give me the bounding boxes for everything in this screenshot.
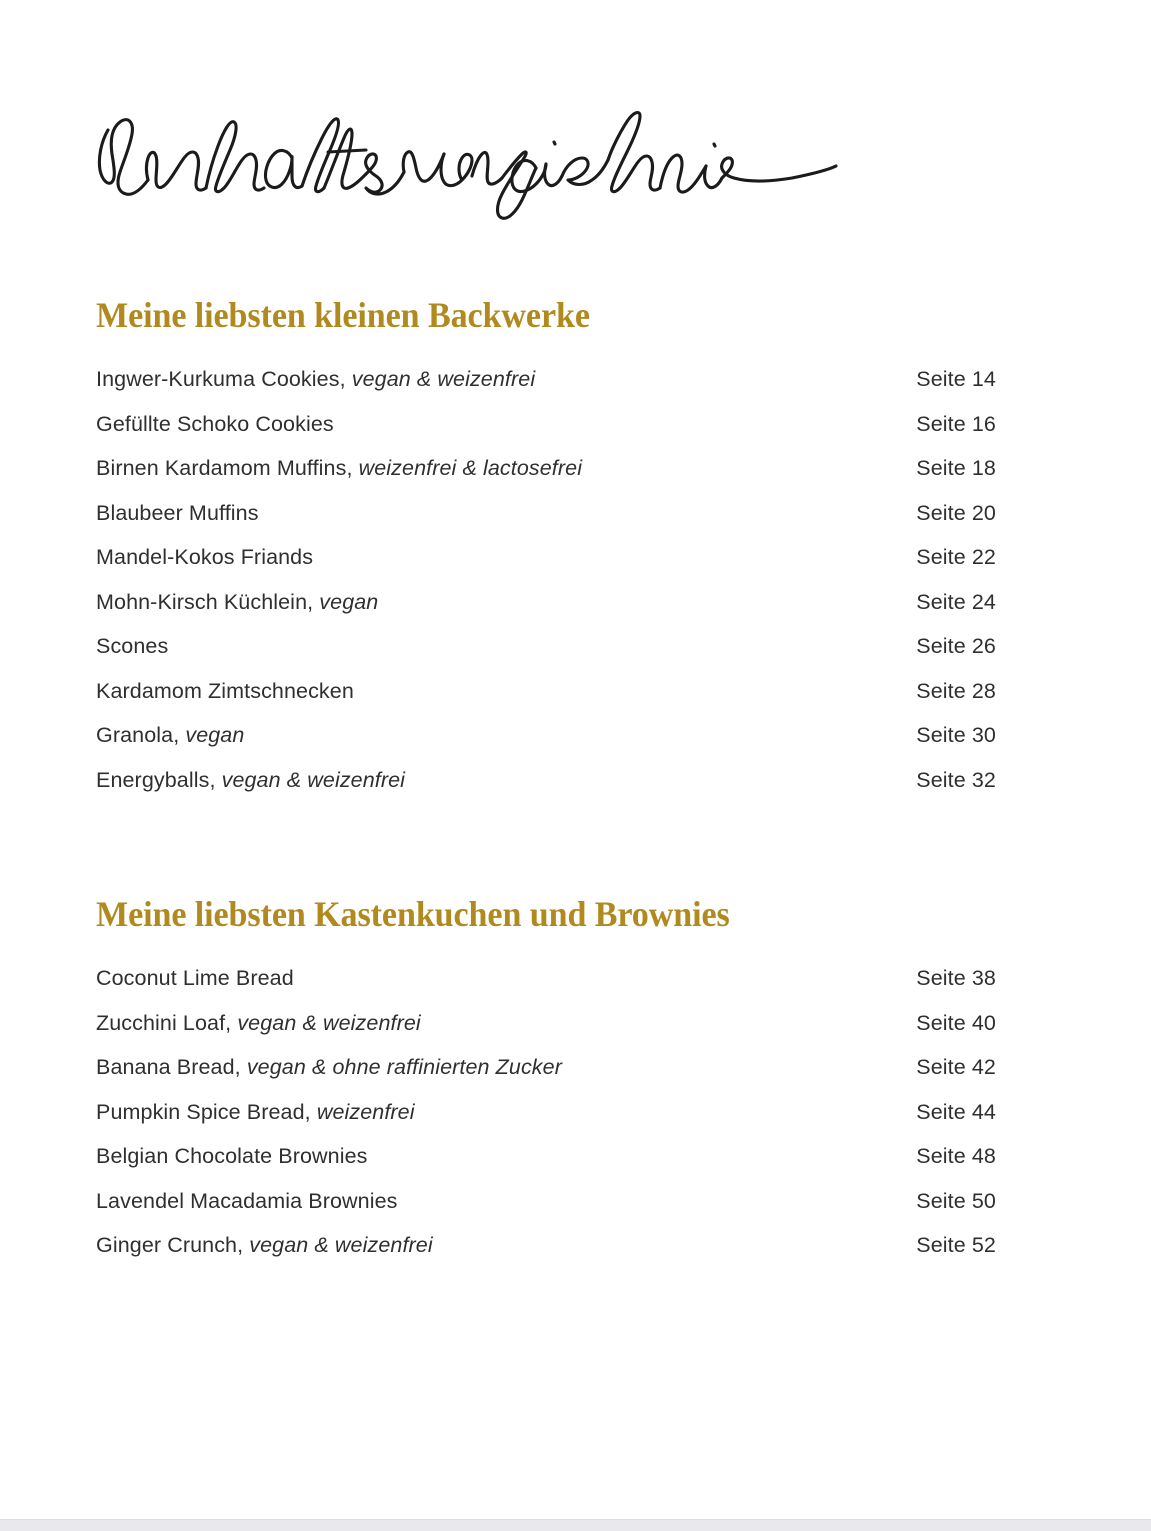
entry-name: Belgian Chocolate Brownies [96,1144,368,1168]
entry-title [96,1099,415,1124]
entry-title [96,1235,433,1257]
entry-page: Seite 38 [916,966,996,990]
entry-name: Ingwer-Kurkuma Cookies, [96,367,346,392]
toc-entry[interactable] [96,714,996,759]
entry-page: Seite 30 [916,723,996,748]
entry-name: Mohn-Kirsch Küchlein, [96,589,314,614]
entry-title [96,1146,368,1168]
toc-entry[interactable] [96,1090,996,1135]
toc-entry[interactable] [96,402,996,447]
entry-name: Coconut Lime Bread [96,966,294,990]
entry-page: Seite 28 [916,678,996,703]
entry-name: Zucchini Loaf, [96,1010,232,1035]
toc-entry[interactable] [96,1046,996,1091]
entry-qualifier: vegan [185,723,245,748]
entry-title [96,725,244,747]
entry-page: Seite 50 [916,1188,996,1213]
entry-title [96,678,354,703]
entry-title [96,968,294,990]
entry-qualifier: vegan & weizenfrei [221,767,406,792]
entry-page: Seite 16 [916,411,996,436]
entry-page: Seite 22 [916,545,996,570]
section-kastenkuchen-brownies [96,895,996,1268]
entry-list [96,358,996,803]
entry-name: Banana Bread, [96,1055,241,1079]
entry-name: Ginger Crunch, [96,1233,244,1257]
entry-qualifier: vegan & weizenfrei [237,1010,421,1035]
entry-page: Seite 32 [916,767,996,792]
entry-title [96,636,168,658]
handwritten-title-icon [88,96,848,228]
entry-page: Seite 42 [916,1055,996,1079]
entry-page: Seite 44 [916,1099,996,1124]
entry-name: Mandel-Kokos Friands [96,545,314,570]
entry-title [96,411,334,436]
entry-name: Birnen Kardamom Muffins, [96,456,353,481]
entry-title [96,1188,398,1213]
entry-qualifier: vegan & ohne raffinierten Zucker [246,1055,562,1079]
entry-name: Pumpkin Spice Bread, [96,1099,311,1124]
toc-entry[interactable] [96,957,996,1002]
entry-title [96,1010,421,1035]
entry-title [96,589,379,614]
entry-name: Granola, [96,723,180,748]
entry-page: Seite 14 [916,367,996,392]
toc-entry[interactable] [96,447,996,492]
entry-page: Seite 52 [916,1233,996,1257]
entry-page: Seite 40 [916,1010,996,1035]
entry-page: Seite 48 [916,1144,996,1168]
entry-title [96,767,406,792]
entry-name: Scones [96,634,169,659]
section-heading: Meine liebsten kleinen Backwerke [96,295,590,335]
entry-page: Seite 24 [916,589,996,614]
toc-entry[interactable] [96,669,996,714]
toc-entry[interactable] [96,1224,996,1269]
entry-name: Energyballs, [96,767,216,792]
toc-entry[interactable] [96,536,996,581]
page-title [88,96,848,228]
toc-entry[interactable] [96,1179,996,1224]
toc-entry[interactable] [96,625,996,670]
entry-list [96,957,996,1269]
toc-entry[interactable] [96,1001,996,1046]
entry-page: Seite 18 [916,456,996,481]
entry-name: Lavendel Macadamia Brownies [96,1188,398,1213]
entry-title [96,369,535,391]
entry-title [96,458,582,480]
entry-name: Blaubeer Muffins [96,500,259,525]
entry-title [96,500,259,525]
toc-entry[interactable] [96,491,996,536]
toc-entry[interactable] [96,580,996,625]
section-heading: Meine liebsten Kastenkuchen und Brownies [96,893,730,934]
entry-qualifier: vegan & weizenfrei [351,367,536,392]
toc-entry[interactable] [96,358,996,403]
entry-page: Seite 20 [916,500,996,525]
entry-qualifier: weizenfrei & lactosefrei [358,456,583,481]
toc-content [96,296,996,1268]
entry-title [96,1057,562,1079]
toc-entry[interactable] [96,1135,996,1180]
entry-name: Gefüllte Schoko Cookies [96,411,334,436]
entry-qualifier: vegan [319,589,379,614]
section-kleine-backwerke [96,296,996,803]
entry-page: Seite 26 [916,634,996,659]
entry-qualifier: weizenfrei [316,1099,415,1124]
entry-name: Kardamom Zimtschnecken [96,678,354,703]
entry-qualifier: vegan & weizenfrei [249,1233,433,1257]
entry-title [96,547,313,569]
toc-entry[interactable] [96,758,996,803]
page-boundary-divider [0,1519,1151,1531]
